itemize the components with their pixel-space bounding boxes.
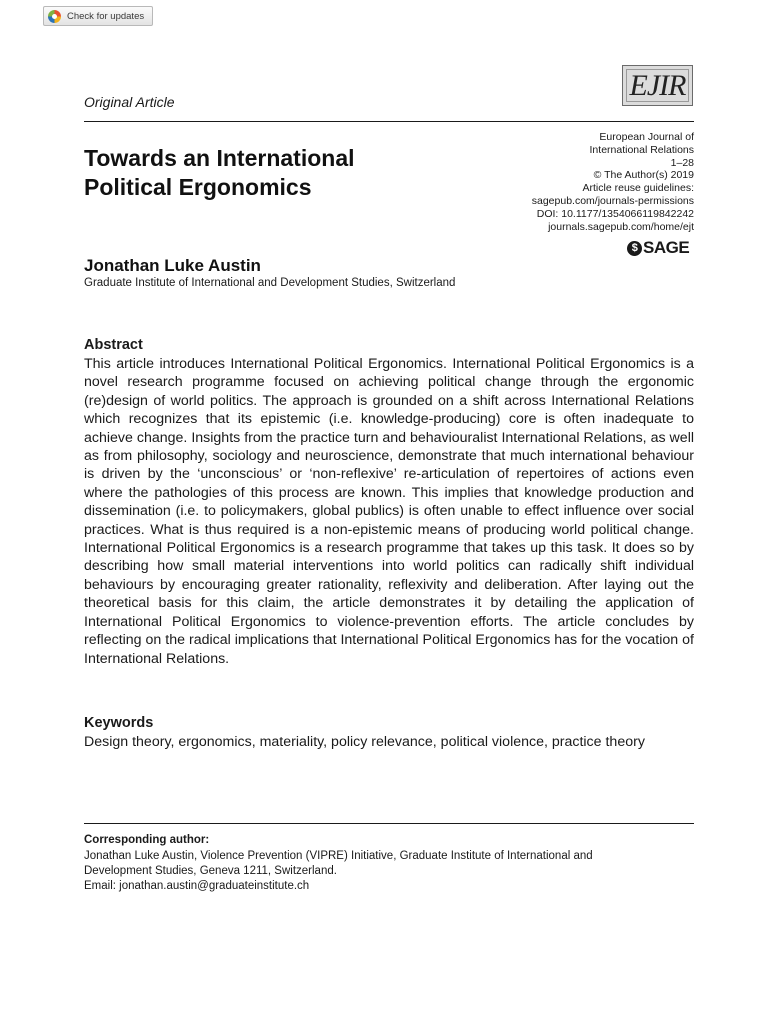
journal-homepage-link[interactable]: journals.sagepub.com/home/ejt: [548, 220, 694, 233]
corresponding-email[interactable]: Email: jonathan.austin@graduateinstitute.ch: [84, 880, 310, 892]
author-name: Jonathan Luke Austin: [84, 256, 261, 275]
abstract-text: This article introduces International Political Ergonomics. International Political Ergonomics is a novel research programme focused on achieving political change through the ergonomic (re)design of world politics. The approach is grounded on a shift across International Relations which recognizes that its epistemic (i.e. knowledge-producing) core is often inadequate to achieve change. Insights from the practice turn and behaviouralist International Relations, as well as from philosophy, sociology and neuroscience, demonstrate that much international behaviour is driven by the ‘unconscious’ or ‘non-reflexive’ re-articulation of repertoires of actions even where the pathologies of this process are known. This implies that knowledge production and dissemination (i.e. to policymakers, global publics) is often unable to effect influence over social practices. What is thus required is a non-epistemic means of producing world political change. International Political Ergonomics is a research programme that takes up this task. It does so by describing how small material interventions into world politics can radically shift individual behaviours by encouraging greater rationality, reflexivity and deliberation. After laying out the theoretical basis for this claim, the article demonstrates it by detailing the application of International Political Ergonomics to violence-prevention efforts. The article concludes by reflecting on the radical implications that International Political Ergonomics has for the vocation of International Relations.: [84, 356, 694, 667]
abstract-heading: Abstract: [84, 337, 143, 353]
page-range: 1–28: [670, 156, 694, 169]
crossmark-icon: [48, 10, 61, 23]
check-for-updates-button[interactable]: [43, 6, 153, 26]
author-affiliation: Graduate Institute of International and Development Studies, Switzerland: [84, 277, 456, 289]
corresponding-author-heading: Corresponding author:: [84, 834, 210, 846]
header-divider: [84, 121, 694, 122]
journal-name-line: International Relations: [589, 143, 694, 156]
sage-wordmark: SAGE: [643, 238, 690, 257]
doi-link[interactable]: DOI: 10.1177/1354066119842242: [536, 207, 694, 220]
permissions-link[interactable]: sagepub.com/journals-permissions: [531, 194, 694, 207]
check-for-updates-label: Check for updates: [67, 10, 145, 22]
footer-divider: [84, 823, 694, 824]
article-title: [84, 144, 484, 202]
title-line: Political Ergonomics: [84, 174, 312, 200]
corresponding-author-details: [84, 849, 704, 894]
journal-metadata: [444, 131, 694, 233]
sage-logo: [627, 239, 689, 257]
keywords-text: Design theory, ergonomics, materiality, policy relevance, political violence, practice theory: [84, 734, 645, 750]
copyright: © The Author(s) 2019: [593, 169, 694, 182]
journal-logo: EJIR: [622, 65, 693, 106]
reuse-guidelines-label: Article reuse guidelines:: [582, 182, 694, 195]
keywords-heading: Keywords: [84, 715, 154, 731]
sage-dollar-icon: $: [627, 241, 642, 256]
corresponding-line: Development Studies, Geneva 1211, Switzerland.: [84, 865, 337, 877]
corresponding-line: Jonathan Luke Austin, Violence Prevention (VIPRE) Initiative, Graduate Institute of International and: [84, 850, 593, 862]
journal-name-line: European Journal of: [599, 131, 694, 143]
article-type: Original Article: [84, 94, 175, 110]
title-line: Towards an International: [84, 145, 355, 171]
